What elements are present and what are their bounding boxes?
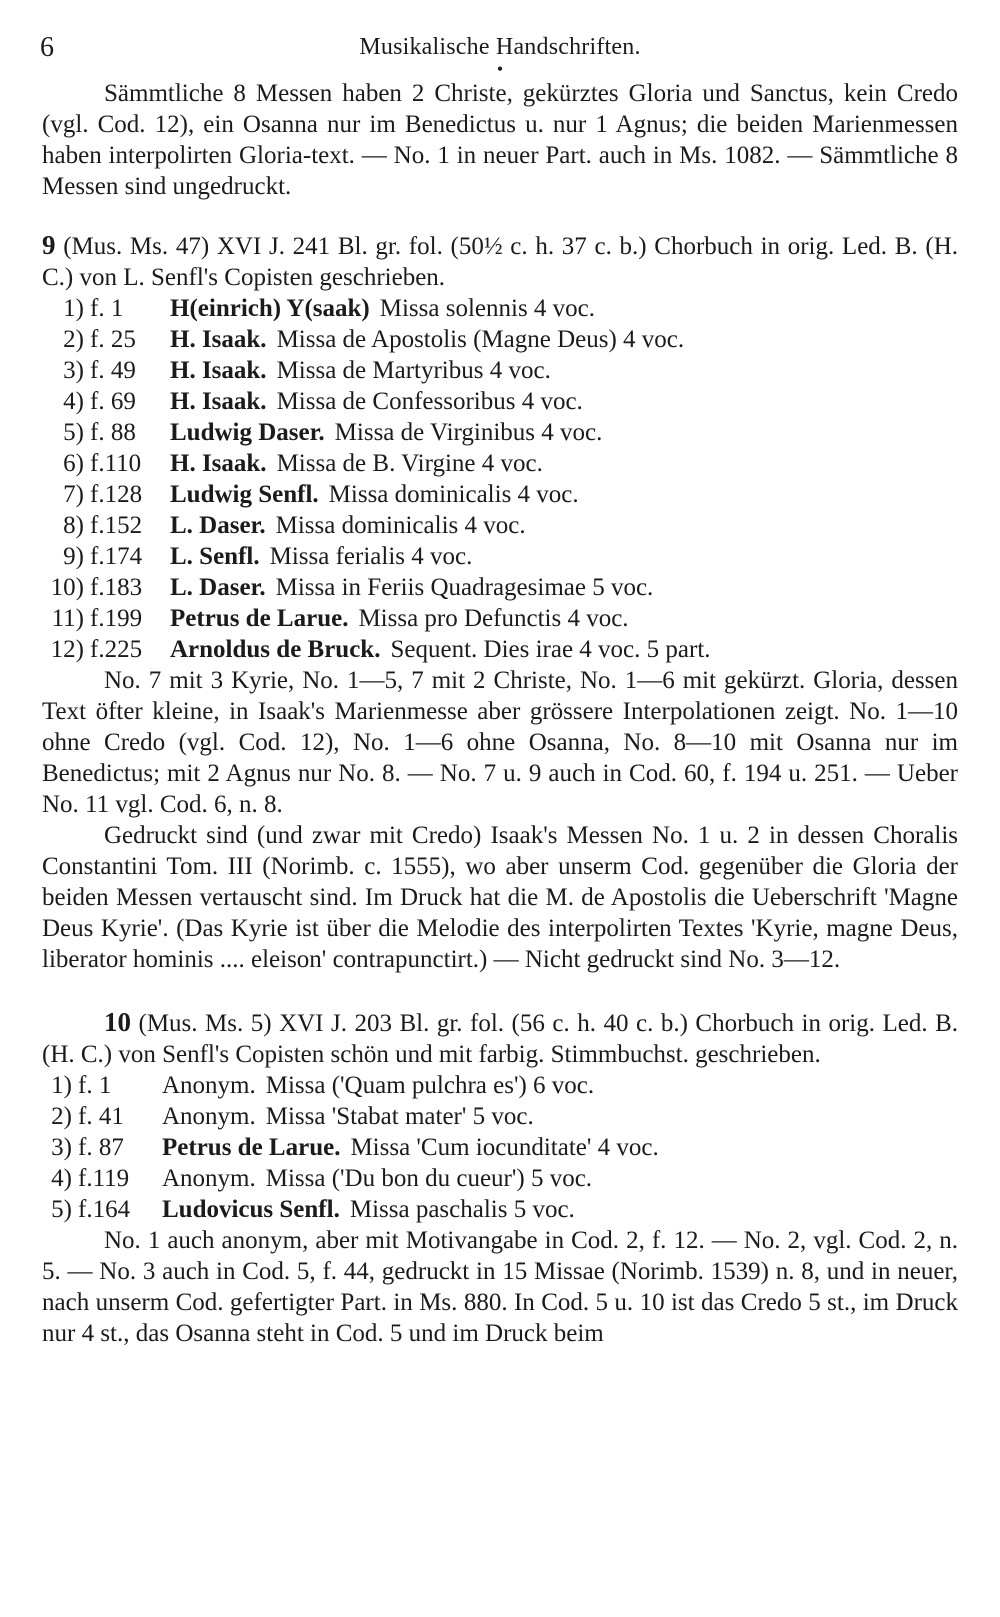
codex-10-text: (Mus. Ms. 5) XVI J. 203 Bl. gr. fol. (56 c. h. 40 c. b.) Chorbuch in orig. Led. B. (H. C.) von Senfl's Copisten schön und mit farbig. Stimmbuchst. geschrieben. (42, 1010, 958, 1068)
codex-10-entries (42, 1070, 958, 1225)
document-page (42, 18, 958, 1349)
running-title: Musikalische Handschriften. (359, 34, 641, 60)
codex-9-notes-2: Gedruckt sind (und zwar mit Credo) Isaak's Messen No. 1 u. 2 in dessen Choralis Constantini Tom. III (Norimb. c. 1555), wo aber unserm Cod. gegenüber die Gloria der beiden Messen vertauscht sind. Im Druck hat die M. de Apostolis die Ueberschrift 'Magne Deus Kyrie'. (Das Kyrie ist über die Melodie des interpolirten Textes 'Kyrie, magne Deus, liberator hominis .... eleison' contrapunctirt.) — Nicht gedruckt sind No. 3—12. (42, 822, 958, 973)
list-item: 3) f. 87 Petrus de Larue. Missa 'Cum iocunditate' 4 voc. (51, 1134, 659, 1161)
list-item: 4) f.119 Anonym. Missa ('Du bon du cueur') 5 voc. (51, 1165, 593, 1192)
list-item: 2) f. 25 H. Isaak. Missa de Apostolis (Magne Deus) 4 voc. (63, 326, 685, 353)
list-item: 9) f.174 L. Senfl. Missa ferialis 4 voc. (63, 543, 473, 570)
list-item: 8) f.152 L. Daser. Missa dominicalis 4 voc. (63, 512, 526, 539)
codex-10-description (42, 1007, 958, 1070)
list-item: 7) f.128 Ludwig Senfl. Missa dominicalis 4 voc. (63, 481, 579, 508)
page-header (42, 18, 958, 78)
list-item: 1) f. 1 H(einrich) Y(saak) Missa solennis 4 voc. (63, 295, 596, 322)
list-item: 11) f.199 Petrus de Larue. Missa pro Defunctis 4 voc. (51, 605, 629, 632)
codex-10-number: 10 (104, 1007, 131, 1037)
codex-9-entries (42, 293, 958, 665)
list-item: 2) f. 41 Anonym. Missa 'Stabat mater' 5 voc. (51, 1103, 534, 1130)
list-item: 5) f.164 Ludovicus Senfl. Missa paschalis 5 voc. (51, 1196, 575, 1223)
list-item: 10) f.183 L. Daser. Missa in Feriis Quadragesimae 5 voc. (50, 574, 654, 601)
intro-paragraph: Sämmtliche 8 Messen haben 2 Christe, gekürztes Gloria und Sanctus, kein Credo (vgl. Cod. 12), ein Osanna nur im Benedictus u. nur 1 Agnus; die beiden Marienmessen haben interpolirten Gloria-text. — No. 1 in neuer Part. auch in Ms. 1082. — Sämmtliche 8 Messen sind ungedruckt. (42, 80, 958, 200)
ornament-dot: • (496, 59, 504, 79)
list-item: 12) f.225 Arnoldus de Bruck. Sequent. Dies irae 4 voc. 5 part. (50, 636, 711, 663)
page-number: 6 (40, 32, 54, 63)
codex-10-notes: No. 1 auch anonym, aber mit Motivangabe in Cod. 2, f. 12. — No. 2, vgl. Cod. 2, n. 5. — No. 3 auch in Cod. 5, f. 44, gedruckt in 15 Missae (Norimb. 1539) n. 8, und in neuer, nach unserm Cod. gefertigter Part. in Ms. 880. In Cod. 5 u. 10 ist das Credo 5 st., im Druck nur 4 st., das Osanna steht in Cod. 5 und im Druck beim (42, 1227, 958, 1347)
list-item: 5) f. 88 Ludwig Daser. Missa de Virginibus 4 voc. (63, 419, 603, 446)
codex-9-number: 9 (42, 230, 56, 260)
list-item: 1) f. 1 Anonym. Missa ('Quam pulchra es') 6 voc. (51, 1072, 595, 1099)
list-item: 4) f. 69 H. Isaak. Missa de Confessoribus 4 voc. (63, 388, 583, 415)
codex-9-text: (Mus. Ms. 47) XVI J. 241 Bl. gr. fol. (50½ c. h. 37 c. b.) Chorbuch in orig. Led. B. (H. C.) von L. Senfl's Copisten geschrieben. (42, 233, 958, 291)
codex-9-description (42, 230, 958, 293)
list-item: 6) f.110 H. Isaak. Missa de B. Virgine 4 voc. (63, 450, 543, 477)
list-item: 3) f. 49 H. Isaak. Missa de Martyribus 4 voc. (63, 357, 551, 384)
codex-9-notes-1: No. 7 mit 3 Kyrie, No. 1—5, 7 mit 2 Christe, No. 1—6 mit gekürzt. Gloria, dessen Text öfter kleine, in Isaak's Marienmesse aber grössere Interpolationen zeigt. No. 1—10 ohne Credo (vgl. Cod. 12), No. 1—6 ohne Osanna, No. 8—10 mit Osanna nur im Benedictus; mit 2 Agnus nur No. 8. — No. 7 u. 9 auch in Cod. 60, f. 194 u. 251. — Ueber No. 11 vgl. Cod. 6, n. 8. (42, 667, 958, 818)
